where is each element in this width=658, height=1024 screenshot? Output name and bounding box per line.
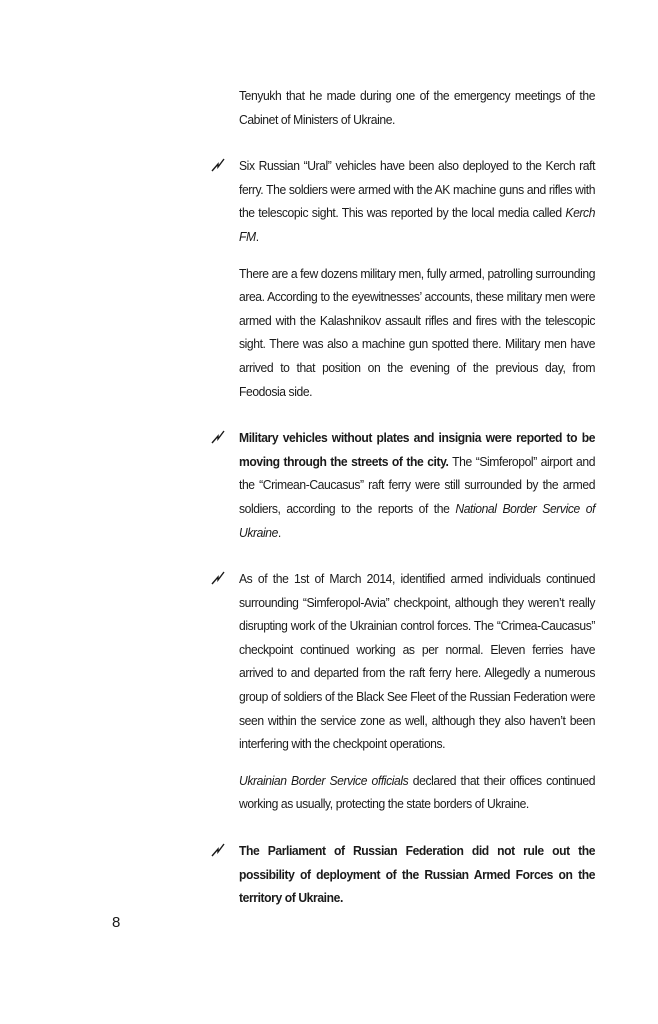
bullet-paragraph bbox=[239, 839, 595, 910]
continuation-paragraph: Tenyukh that he made during one of the emergency meetings of the Cabinet of Ministers of Ukraine. bbox=[239, 88, 596, 127]
source-name: National Border Service of Ukraine bbox=[239, 500, 596, 540]
bullet-text: Six Russian “Ural” vehicles have been also deployed to the Kerch raft ferry. The soldiers were armed with the AK machine guns and rifles with the telescopic sight. This was reported by the local media called bbox=[239, 158, 596, 221]
sub-paragraph: There are a few dozens military men, fully armed, patrolling surrounding area. According to the eyewitnesses’ accounts, these military men were armed with the Kalashnikov assault rifles and fires with the telescopic sight. There was also a machine gun spotted there. Military men have arrived to that position on the evening of the previous day, from Feodosia side. bbox=[239, 265, 596, 399]
sub-paragraph bbox=[239, 769, 595, 816]
page-number: 8 bbox=[112, 914, 121, 931]
bullet-item-march-first bbox=[239, 567, 595, 756]
lightning-bolt-icon bbox=[211, 843, 225, 857]
bold-lead: Military vehicles without plates and insignia were reported to be moving through the streets of the city. bbox=[239, 430, 596, 469]
bullet-paragraph bbox=[239, 426, 595, 544]
bullet-text-end: . bbox=[255, 228, 259, 244]
sub-paragraph-text: declared that their offices continued working as usually, protecting the state borders of Ukraine. bbox=[239, 772, 596, 812]
bullet-item-ural-vehicles bbox=[239, 154, 595, 248]
lightning-bolt-icon bbox=[211, 571, 225, 585]
source-name: Ukrainian Border Service officials bbox=[239, 772, 409, 788]
bold-statement: The Parliament of Russian Federation did not rule out the possibility of deployment of the Russian Armed Forces on the territory of Ukraine. bbox=[239, 843, 596, 906]
bullet-item-military-vehicles bbox=[239, 426, 595, 544]
bullet-item-parliament bbox=[239, 839, 595, 910]
bullet-paragraph: As of the 1st of March 2014, identified armed individuals continued surrounding “Simferopol-Avia” checkpoint, although they weren’t really disrupting work of the Ukrainian control forces. The “Crimea-Caucasus” checkpoint continued working as per normal. Eleven ferries have arrived to and departed from the raft ferry here. Allegedly a numerous group of soldiers of the Black See Fleet of the Russian Federation were seen within the service zone as well, although they also haven’t been interfering with the checkpoint operations. bbox=[239, 571, 596, 752]
page-content bbox=[239, 84, 595, 910]
media-name: Kerch FM bbox=[239, 205, 596, 244]
bullet-text: The “Simferopol” airport and the “Crimean-Caucasus” raft ferry were still surrounded by the armed soldiers, according to the reports of the bbox=[239, 453, 596, 516]
bullet-paragraph bbox=[239, 154, 595, 248]
bullet-text-end: . bbox=[277, 524, 281, 540]
lightning-bolt-icon bbox=[211, 430, 225, 444]
lightning-bolt-icon bbox=[211, 158, 225, 172]
